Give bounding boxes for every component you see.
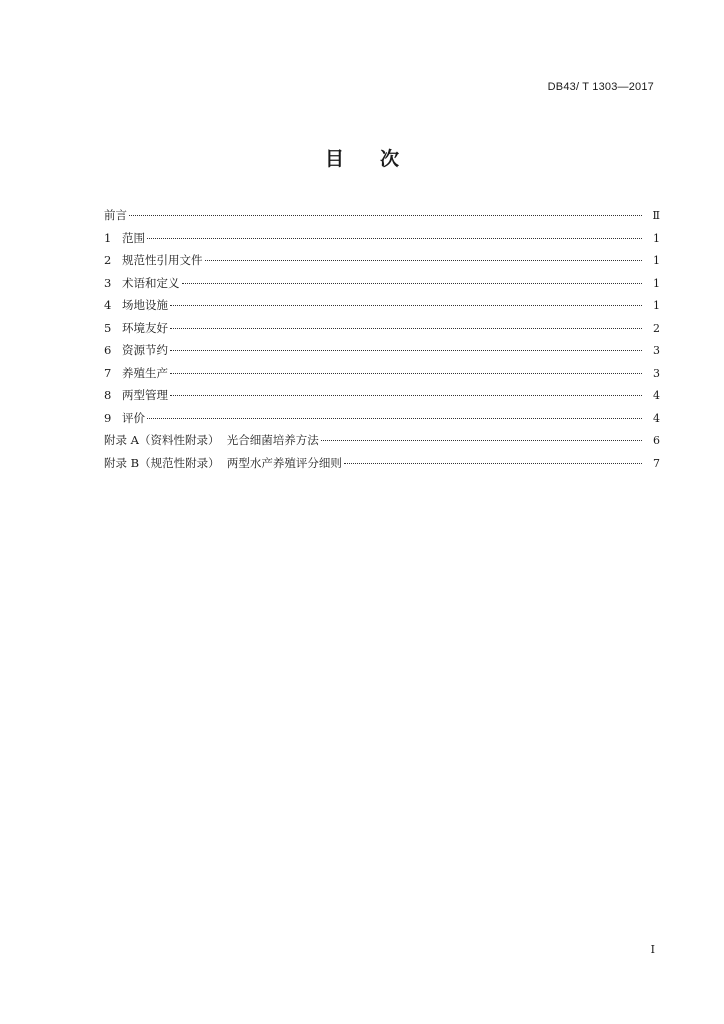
page-title: 目次 (324, 148, 435, 170)
toc-entry-label: 环境友好 (122, 320, 168, 335)
toc-leader-dots (182, 283, 643, 284)
toc-leader-dots (147, 238, 642, 239)
toc-entry-page: 4 (653, 389, 660, 402)
toc-entry-label: 场地设施 (122, 298, 168, 312)
toc-entry-number: 8 (104, 388, 112, 402)
toc-entry-page: 7 (653, 456, 660, 470)
toc-entry-page: 3 (653, 366, 660, 380)
toc-entry-label: 前言 (104, 208, 127, 222)
toc-entry-number: 6 (104, 343, 112, 357)
toc-entry-page: 1 (653, 231, 660, 245)
toc-entry-page: Ⅱ (652, 209, 660, 222)
toc-leader-dots (170, 305, 642, 306)
toc-leader-dots (170, 395, 642, 396)
toc-entry-label: 资源节约 (122, 343, 168, 357)
toc-entry-number: 7 (104, 365, 112, 380)
toc-entry-label: 规范性引用文件 (122, 253, 203, 267)
toc-entry-8[interactable] (104, 384, 660, 407)
toc-entry-page: 4 (653, 411, 660, 425)
toc-entry-appendix-b[interactable] (104, 452, 660, 475)
document-code: DB43/ T 1303—2017 (547, 81, 654, 93)
toc-entry-6[interactable] (104, 339, 660, 362)
toc-leader-dots (170, 373, 642, 374)
toc-leader-dots (344, 463, 642, 464)
toc-entry-page: 6 (653, 434, 660, 447)
toc-entry-page: 2 (653, 321, 660, 335)
toc-entry-number: 5 (104, 320, 112, 335)
toc-entry-5[interactable] (104, 317, 660, 340)
toc-leader-dots (147, 418, 642, 419)
toc-entry-label: 附录 B（规范性附录） 两型水产养殖评分细则 (104, 455, 342, 470)
toc-leader-dots (170, 350, 642, 351)
toc-entry-label: 术语和定义 (122, 275, 180, 290)
toc-entry-7[interactable] (104, 362, 660, 385)
toc-entry-number: 1 (104, 230, 112, 245)
toc-entry-2[interactable] (104, 249, 660, 272)
toc-entry-4[interactable] (104, 294, 660, 317)
toc-entry-page: 1 (653, 254, 660, 267)
toc-entry-page: 1 (653, 299, 660, 312)
toc-entry-9[interactable] (104, 407, 660, 430)
toc-leader-dots (170, 328, 642, 329)
toc-entry-label: 评价 (122, 410, 145, 425)
toc-entry-3[interactable] (104, 272, 660, 295)
toc-entry-number: 2 (104, 253, 112, 267)
toc-entry-1[interactable] (104, 227, 660, 250)
toc-entry-appendix-a[interactable] (104, 429, 660, 452)
toc-entry-label: 范围 (122, 230, 145, 245)
toc-leader-dots (321, 440, 642, 441)
toc-entry-page: 3 (653, 344, 660, 357)
toc-entry-foreword[interactable] (104, 204, 660, 227)
page-number: I (650, 943, 655, 956)
toc-entry-label: 养殖生产 (122, 365, 168, 380)
toc-entry-label: 附录 A（资料性附录） 光合细菌培养方法 (104, 433, 319, 447)
toc-entry-label: 两型管理 (122, 388, 168, 402)
toc-entry-number: 9 (104, 410, 112, 425)
toc-entry-number: 3 (104, 275, 112, 290)
toc-leader-dots (129, 215, 642, 216)
toc-entry-number: 4 (104, 298, 112, 312)
toc-entry-page: 1 (653, 276, 660, 290)
table-of-contents (104, 204, 660, 474)
toc-leader-dots (205, 260, 643, 261)
